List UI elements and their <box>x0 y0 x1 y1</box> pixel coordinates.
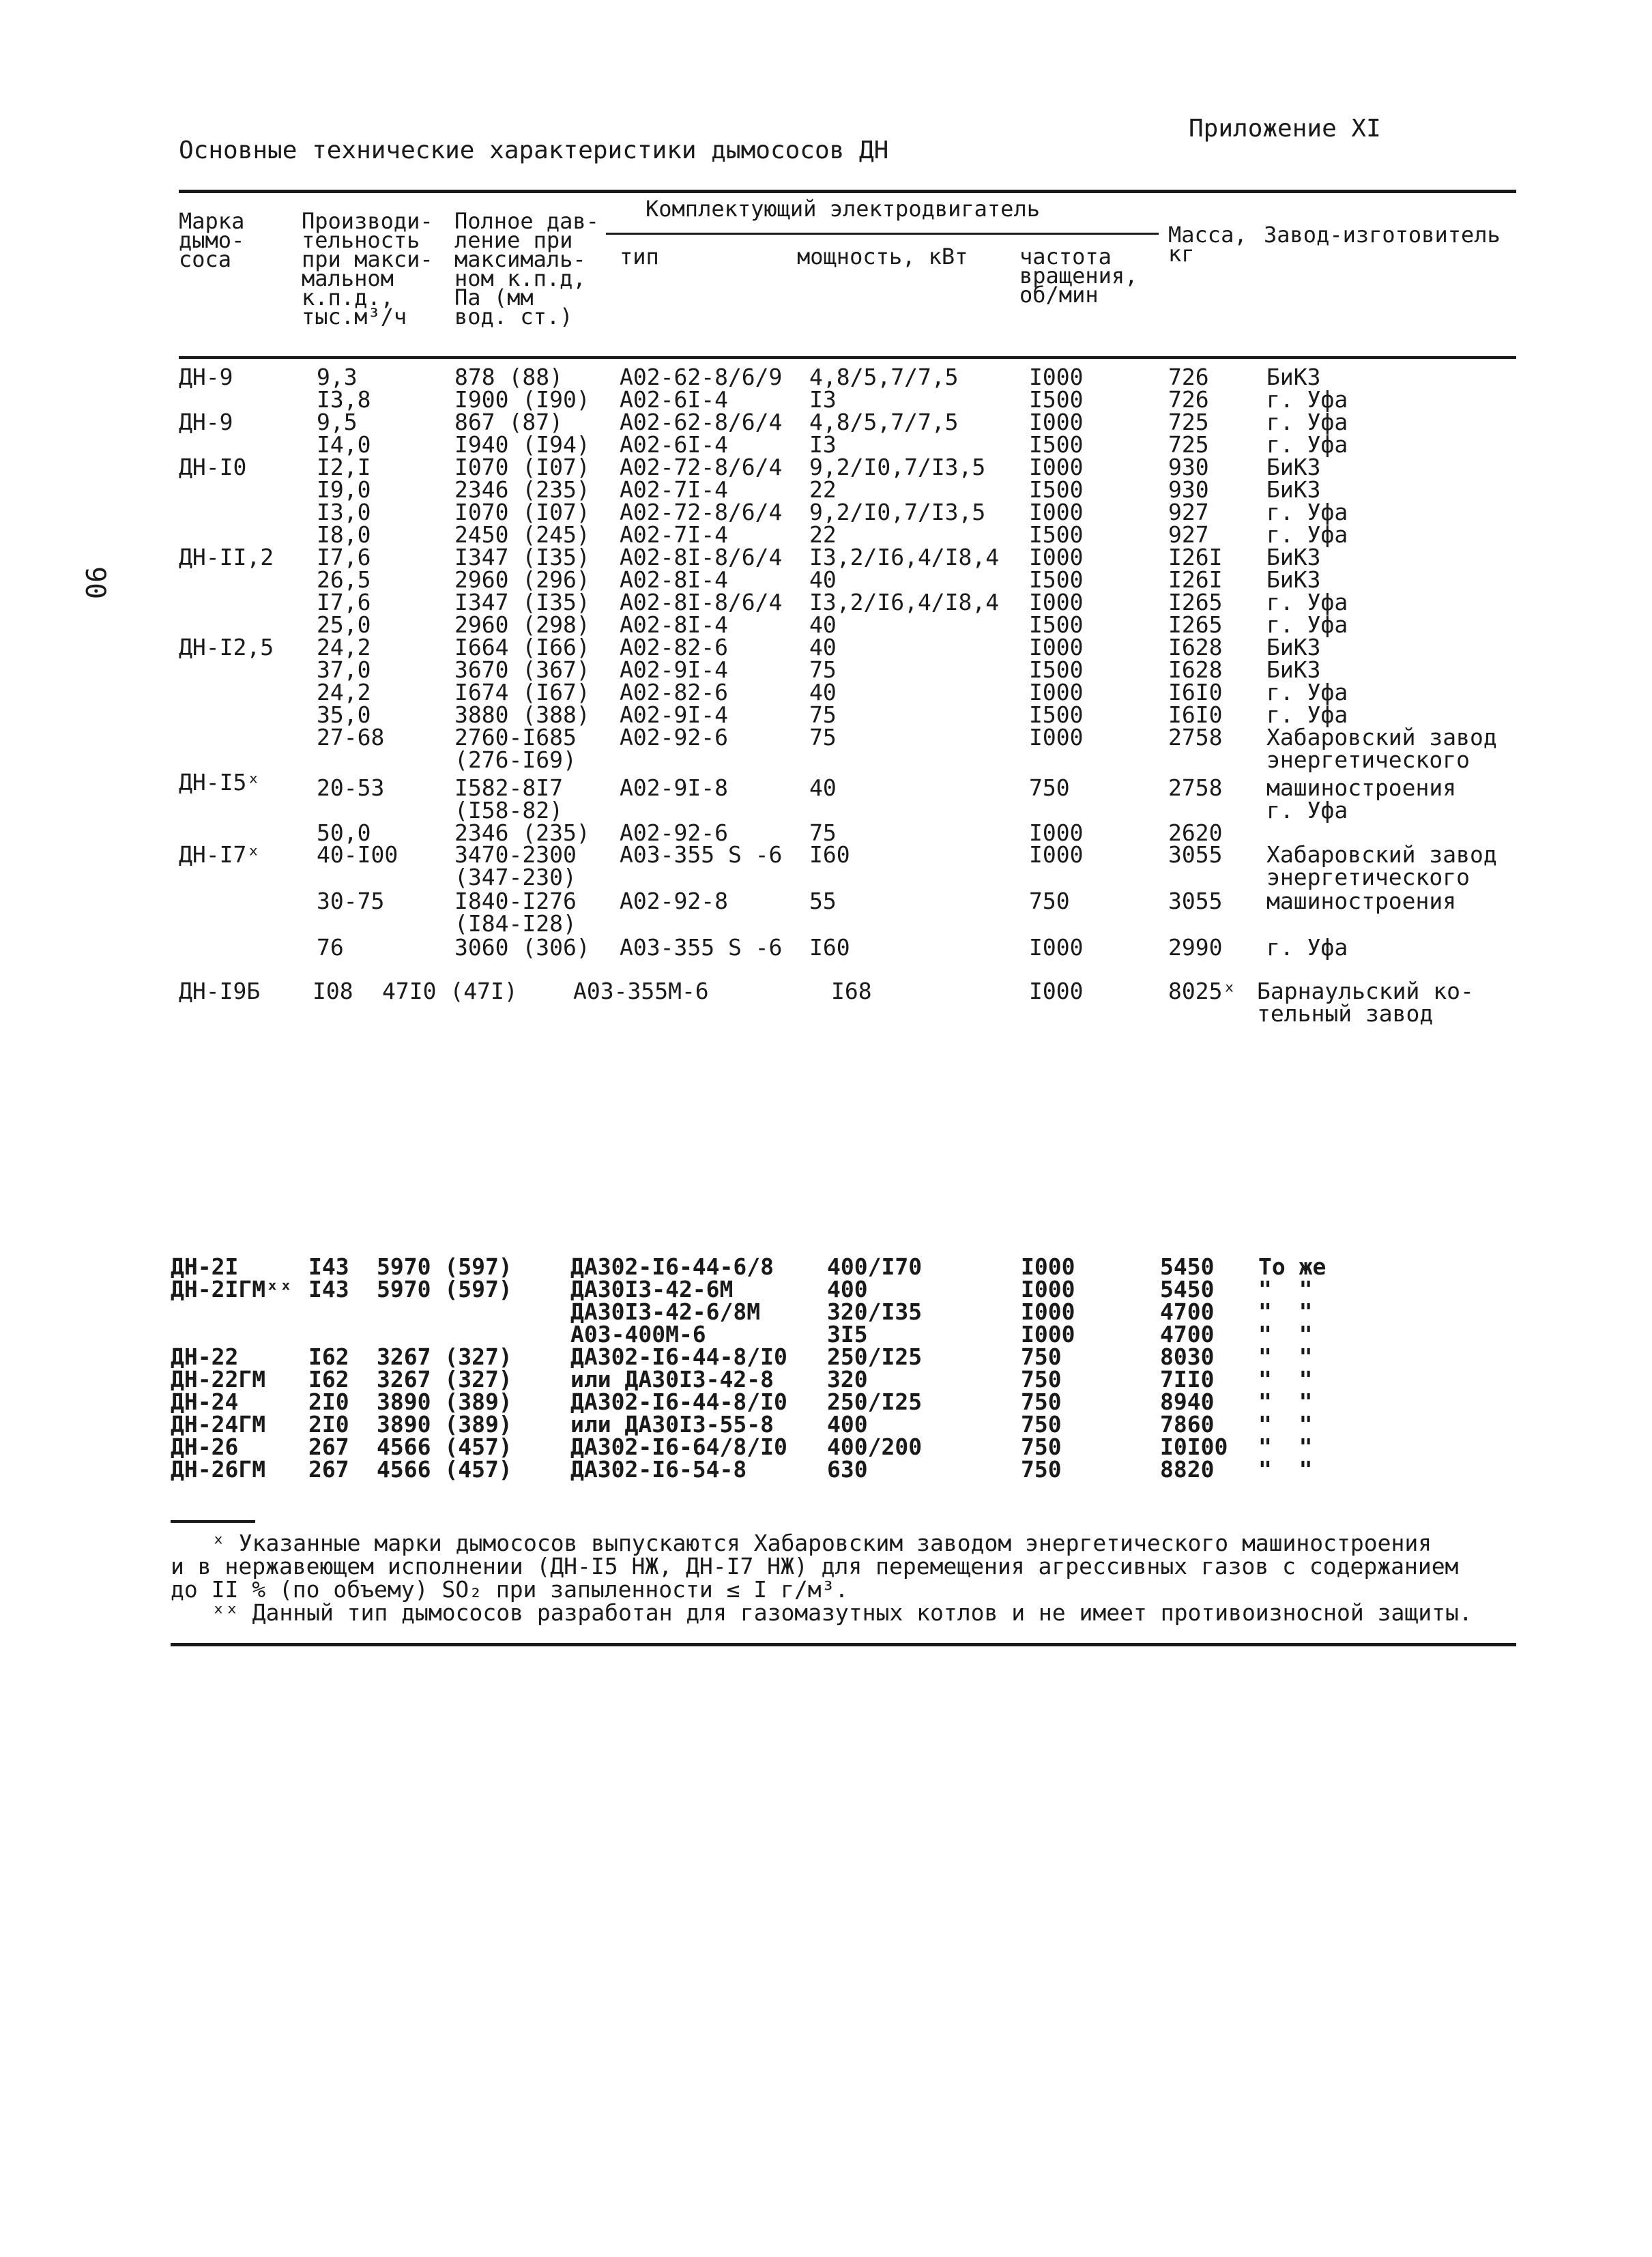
footnote-rule <box>171 1520 255 1523</box>
row-type: А02-92-8 <box>620 888 728 914</box>
row-mass: 3055 <box>1168 841 1223 868</box>
row-speed: I000 <box>1029 978 1084 1004</box>
header-speed: частота вращения, об/мин <box>1019 244 1138 308</box>
header-pressure: Полное дав- ление при максималь- ном к.п.д, Па (мм вод. ст.) <box>454 208 599 330</box>
block1-factory: БиКЗ г. Уфа г. Уфа г. Уфа БиКЗ БиКЗ г. Уфа г. Уфа БиКЗ БиКЗ г. Уфа г. Уфа БиКЗ БиКЗ г. Уфа г. Уфа Хабаровский завод энергетического <box>1266 364 1497 773</box>
block3-power: 400/I70 400 320/I35 3I5 250/I25 320 250/I25 400 400/200 630 <box>827 1253 923 1483</box>
row-mass: 2620 <box>1168 819 1223 846</box>
header-type: тип <box>620 244 659 270</box>
row-capacity: 50,0 <box>317 819 371 846</box>
header-capacity: Производи- тельность при макси- мальном к.п.д., тыс.м³/ч <box>302 208 433 330</box>
row-factory: Хабаровский завод энергетического <box>1266 841 1497 890</box>
page-bottom-rule <box>171 1643 1516 1646</box>
row-speed: I000 <box>1029 819 1084 846</box>
footnote-1-continued: и в нержавеющем исполнении (ДН-I5 НЖ, ДН-I7 НЖ) для перемещения агрессивных газов с содержанием <box>171 1553 1459 1579</box>
row-pressure: I840-I276 (I84-I28) <box>454 888 577 937</box>
block3-pressure: 5970 (597) 5970 (597) 3267 (327) 3267 (327) 3890 (389) 3890 (389) 4566 (457) 4566 (457) <box>377 1253 512 1483</box>
row-type: А02-9I-8 <box>620 774 728 801</box>
row-factory: г. Уфа <box>1266 934 1348 961</box>
footnote-1-end: до II % (по объему) SO₂ при запыленности ≤ I г/м³. <box>171 1576 849 1603</box>
row-speed: 750 <box>1029 888 1070 914</box>
block3-brand: ДН-2I ДН-2IГМˣˣ ДН-22 ДН-22ГМ ДН-24 ДН-24ГМ ДН-26 ДН-26ГМ <box>171 1253 293 1483</box>
block1-brand: ДН-9 ДН-9 ДН-I0 ДН-II,2 ДН-I2,5 ДН-I5ˣ <box>179 364 274 796</box>
footnote-2: ˣˣ Данный тип дымососов разработан для газомазутных котлов и не имеет противоизносной защиты. <box>212 1599 1473 1626</box>
block1-power: 4,8/5,7/7,5 I3 4,8/5,7/7,5 I3 9,2/I0,7/I3,5 22 9,2/I0,7/I3,5 22 I3,2/I6,4/I8,4 40 I3,2/I6,4/I8,4 40 40 75 40 75 75 <box>809 364 1000 751</box>
row-pressure: 3060 (306) <box>454 934 590 961</box>
row-type: А03-355 S -6 <box>620 841 783 868</box>
block1-type: А02-62-8/6/9 А02-6I-4 А02-62-8/6/4 А02-6I-4 А02-72-8/6/4 А02-7I-4 А02-72-8/6/4 А02-7I-4 А02-8I-8/6/4 А02-8I-4 А02-8I-8/6/4 А02-8I-4 А02-82-6 А02-9I-4 А02-82-6 А02-9I-4 А02-92-6 <box>620 364 783 751</box>
row-capacity: 76 <box>317 934 344 961</box>
block1-mass: 726 726 725 725 930 930 927 927 I26I I26I I265 I265 I628 I628 I6I0 I6I0 2758 <box>1168 364 1223 751</box>
header-power: мощность, кВт <box>797 244 968 270</box>
block3-speed: I000 I000 I000 I000 750 750 750 750 750 750 <box>1021 1253 1075 1483</box>
appendix-label: Приложение XI <box>1189 115 1381 143</box>
block1-speed: I000 I500 I000 I500 I000 I500 I000 I500 I000 I500 I000 I500 I000 I500 I000 I500 I000 <box>1029 364 1084 751</box>
row-power: I60 <box>809 934 850 961</box>
block1-capacity: 9,3 I3,8 9,5 I4,0 I2,I I9,0 I3,0 I8,0 I7,6 26,5 I7,6 25,0 24,2 37,0 24,2 35,0 27-68 <box>317 364 385 751</box>
table-top-rule <box>179 190 1516 193</box>
row-power: I60 <box>809 841 850 868</box>
row-speed: 750 <box>1029 774 1070 801</box>
row-type: А02-92-6 <box>620 819 728 846</box>
motor-group-rule <box>606 233 1159 235</box>
row-factory: машиностроения г. Уфа <box>1266 774 1457 824</box>
row-speed: I000 <box>1029 934 1084 961</box>
row-capacity: 20-53 <box>317 774 385 801</box>
row-capacity: 30-75 <box>317 888 385 914</box>
row-type: А03-355 S -6 <box>620 934 783 961</box>
row-capacity: 40-I00 <box>317 841 398 868</box>
block3-factory: То же " " " " " " " " " " " " " " " " " " <box>1258 1253 1327 1483</box>
row-brand: ДН-I7ˣ <box>179 841 261 868</box>
page-number: 90 <box>79 566 111 600</box>
header-mass: Масса, кг <box>1168 222 1247 267</box>
row-pressure: 47I0 (47I) <box>382 978 518 1004</box>
row-mass: 3055 <box>1168 888 1223 914</box>
footnote-1: ˣ Указанные марки дымососов выпускаются Хабаровским заводом энергетического машиностроения <box>212 1530 1432 1556</box>
row-factory: Барнаульский ко- тельный завод <box>1257 978 1474 1027</box>
row-speed: I000 <box>1029 841 1084 868</box>
block3-type: ДА302-I6-44-6/8 ДА30I3-42-6М ДА30I3-42-6/8М А03-400М-6 ДА302-I6-44-8/I0 или ДА30I3-42-8 ДА302-I6-44-8/I0 или ДА30I3-55-8 ДА302-I6-64/8/I0 ДА302-I6-54-8 <box>570 1253 787 1483</box>
row-mass: 2990 <box>1168 934 1223 961</box>
row-mass: 8025ˣ <box>1168 978 1236 1004</box>
page-title: Основные технические характеристики дымососов ДН <box>179 136 889 164</box>
row-power: 40 <box>809 774 837 801</box>
row-brand: ДН-I9Б <box>179 978 261 1004</box>
row-power: I68 <box>831 978 872 1004</box>
header-motor-group: Комплектующий электродвигатель <box>646 196 1040 222</box>
row-pressure: 2346 (235) <box>454 819 590 846</box>
block3-capacity: I43 I43 I62 I62 2I0 2I0 267 267 <box>308 1253 349 1483</box>
row-factory: машиностроения <box>1266 888 1457 914</box>
header-brand: Марка дымо- соса <box>179 208 245 272</box>
block1-pressure: 878 (88) I900 (I90) 867 (87) I940 (I94) I070 (I07) 2346 (235) I070 (I07) 2450 (245) I347 (I35) 2960 (296) I347 (I35) 2960 (298) I664 (I66) 3670 (367) I674 (I67) 3880 (388) 2760-I685 (276-I69) <box>454 364 590 773</box>
header-bottom-rule <box>179 356 1516 359</box>
row-pressure: I582-8I7 (I58-82) <box>454 774 563 824</box>
row-power: 75 <box>809 819 837 846</box>
row-power: 55 <box>809 888 837 914</box>
header-factory: Завод-изготовитель <box>1264 222 1501 248</box>
row-capacity: I08 <box>313 978 353 1004</box>
row-type: А03-355М-6 <box>573 978 709 1004</box>
block3-mass: 5450 5450 4700 4700 8030 7II0 8940 7860 I0I00 8820 <box>1160 1253 1228 1483</box>
row-mass: 2758 <box>1168 774 1223 801</box>
row-pressure: 3470-2300 (347-230) <box>454 841 577 890</box>
